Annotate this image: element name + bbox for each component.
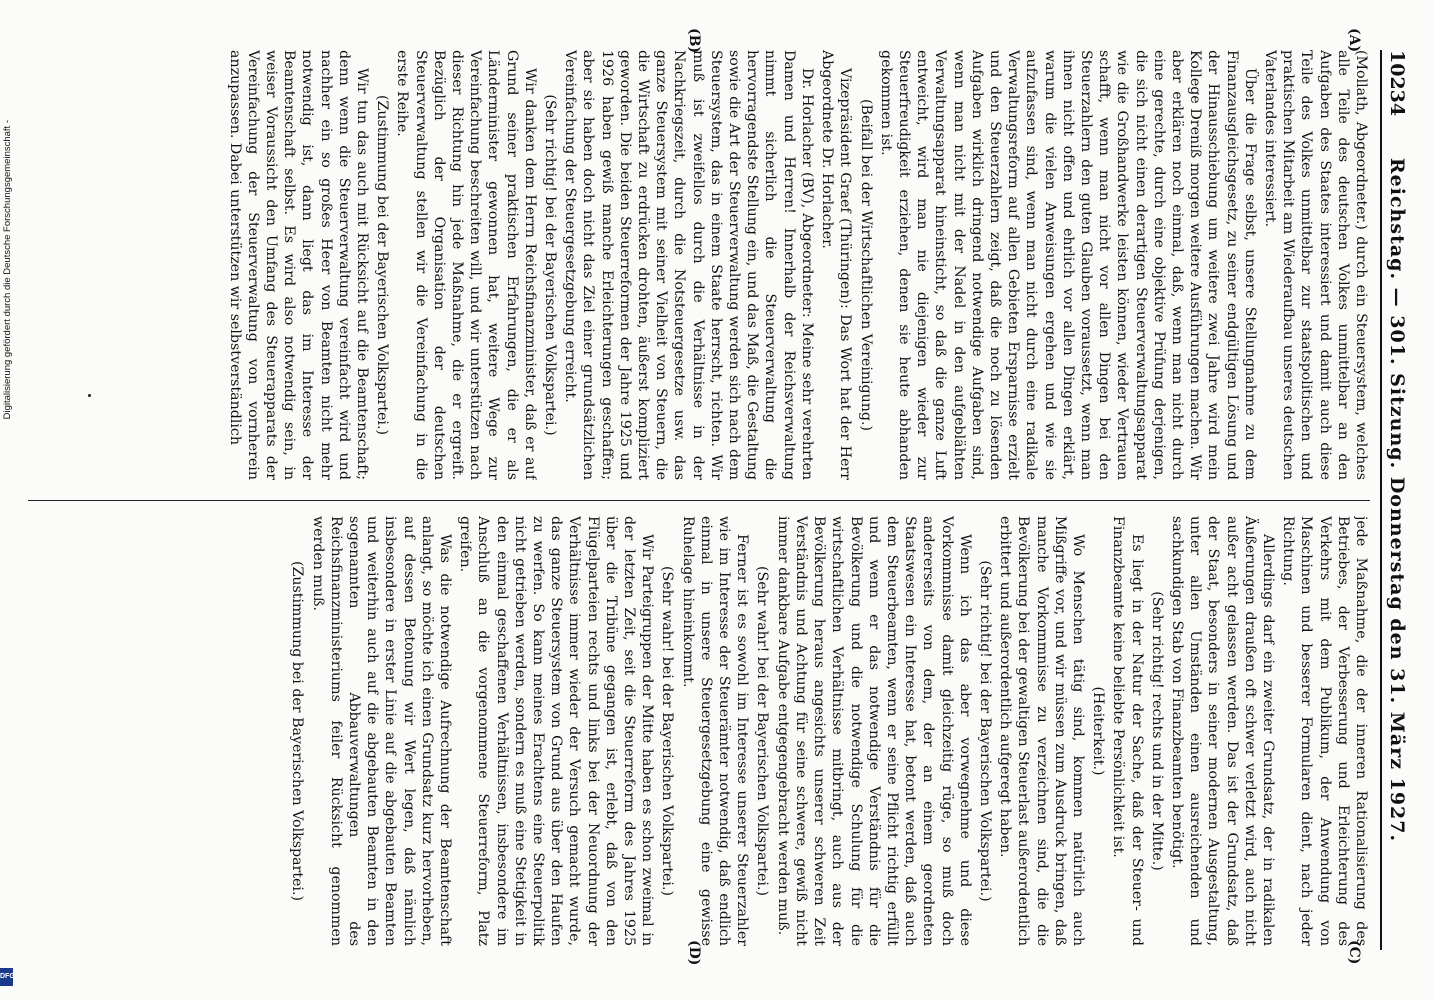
paragraph: Ferner ist es sowohl im Interesse unserer Steuerzahler wie im Interesse der Steuerämter notwendig, daß endlich einmal in unsere Steuergesetzgebung eine gewisse Ruhelage hineinkommt. <box>679 516 751 946</box>
dfg-logo: DFG <box>0 968 13 986</box>
reaction: (Sehr wahr! bei der Bayerischen Volkspartei.) <box>659 565 676 897</box>
reaction: (Sehr richtig! bei der Bayerischen Volkspartei.) <box>976 560 993 902</box>
paragraph: Allerdings darf ein zweiter Grundsatz, der in radikalen Äußerungen draußen oft schwer verletzt wird, auch nicht außer acht gelassen werden. Das ist der Grundsatz, daß der Staat, besonders in seiner modernen Ausgestaltung, unter allen Umständen einen ausreichenden und sachkundigen Stab von Finanzbeamten benötigt. <box>1168 516 1276 946</box>
reaction: (Sehr richtig! rechts und in der Mitte.) <box>1148 591 1165 871</box>
paragraph: Wir Parteigruppen der Mitte haben es schon zweimal in der letzten Zeit, seit die Steuerreform des Jahres 1925 über die Tribüne gegangen ist, erlebt, daß von den Flügelparteien rechts und links bei der Neuordnung der Verhältnisse immer wieder der Versuch gemacht wurde, das ganze Steuersystem von Grund aus über den Haufen zu werfen. So kann meines Erachtens eine Steuerpolitik nicht getrieben werden, sondern es muß eine Stetigkeit in den einmal geschaffenen Verhältnissen, insbesondere im Anschluß an die vorgenommene Steuerreform, Platz greifen. <box>457 516 656 946</box>
paragraph: Dr. Horlacher (BV), Abgeordneter: Meine sehr verehrten Damen und Herren! Innerhalb der Reichsverwaltung nimmt sicherlich die Steuerverwaltung die hervorragendste Stellung ein, und das Maß, die Gestaltung sowie die Art der Steuerverwaltung werden sich nach dem Steuersystem, das in einem Staate herrscht, richten. Wir muß ist zweifellos durch die Verhältnisse in der Nachkriegszeit, durch die Notsteuergesetze usw. das ganze Steuersystem mit seiner Vielheit von Steuern, die die Wirtschaft zu erdrücken drohten, äußerst kompliziert geworden. Die beiden Steuerreformen der Jahre 1925 und 1926 haben gewiß manche Erleichterungen geschaffen; aber sie haben doch nicht das Ziel einer grundsätzlichen Vereinfachung der Steuergesetzgebung erreicht. <box>562 50 815 480</box>
left-column <box>28 50 1370 480</box>
page-title: Reichstag. — 301. Sitzung. Donnerstag den 31. März 1927. <box>1386 157 1408 843</box>
margin-letter-b: (B) <box>686 28 702 54</box>
reaction: (Beifall bei der Wirtschaftlichen Vereinigung.) <box>857 98 874 432</box>
rotated-document-page <box>12 20 1422 980</box>
paragraph: Wo Menschen tätig sind, kommen natürlich auch Mißgriffe vor, und wir müssen zum Ausdruck bringen, daß manche Vorkommnisse zu verzeichnen sind, die die Bevölkerung bei der gewaltigen Steuerlast außerordentlich erbittert und außerordentlich aufgeregt haben. <box>997 516 1086 946</box>
column-divider <box>28 500 1370 501</box>
page-number: 10234 <box>1386 50 1408 117</box>
reaction: (Zustimmung bei der Bayerischen Volkspartei.) <box>289 560 306 902</box>
paragraph: Wir danken dem Herrn Reichsfinanzminister, daß er auf Grund seiner praktischen Erfahrungen, die er als Länderminister gewonnen hat, weitere Wege zur Vereinfachung beschreiten will, und wir unterstützen nach dieser Richtung hin jede Maßnahme, die er ergreift. Bezüglich der Organisation der deutschen Steuerverwaltung stellen wir die Vereinfachung in die erste Reihe. <box>394 50 538 480</box>
paragraph: Was die notwendige Aufrechnung der Beamtenschaft anlangt, so möchte ich einen Grundsatz kurz hervorheben, auf dessen Betonung wir Wert legen, daß nämlich insbesondere in erster Linie auf die abgebauten Beamten und weiterhin auch auf die abgebauten Beamten in den sogenannten Abbauverwaltungen des Reichsfinanzministeriums feiler Rücksicht genommen werden muß. <box>309 516 454 946</box>
reaction: (Sehr wahr! bei der Bayerischen Volkspartei.) <box>754 565 771 897</box>
credit-text: Digitalisierung gefördert durch die Deutsche Forschungsgemeinschaft - <box>2 120 13 420</box>
page-header <box>1380 50 1408 950</box>
reaction: (Sehr richtig! bei der Bayerischen Volkspartei.) <box>542 94 559 436</box>
margin-letter-a: (A) <box>1346 28 1362 53</box>
paragraph: Über die Frage selbst, unsere Stellungnahme zu dem Finanzausgleichsgesetz, zu seiner endgültigen Lösung und der Hinausschiebung um weitere zwei Jahre wird mein Kollege Dreniß morgen weitere Ausführungen machen. Wir aber erklären noch einmal, daß, wenn man nicht durch eine gerechte, durch eine objektive Prüfung derjenigen, die sich nicht einen derartigen Steuerverwaltungsapparat wie die Großhandwerke leisten können, wieder Vertrauen schafft, wenn man nicht vor allen Dingen bei den Steuerzahlern den guten Glauben voraussetzt, wenn man ihnen nicht offen und ehrlich vor allen Dingen erklärt, warum die vielen Anweisungen ergehen und wie sie aufzufassen sind, wenn man nicht durch eine radikale Verwaltungsreform auf allen Gebieten Ersparnisse erzielt und den Steuerzahlern zeigt, daß die noch zu lösenden Aufgaben wirklich dringend notwendige Aufgaben sind, wenn man nicht mit der Nadel in den aufgeblähten Verwaltungsapparat hineinsticht, so daß die ganze Luft entweicht, wird man nie diejenigen wieder zur Steuerfreudigkeit erziehen, denen sie heute abhanden gekommen ist. <box>877 50 1258 480</box>
paragraph: (Mollath, Abgeordneter.) durch ein Steuersystem, welches alle Teile des deutschen Volkes unmittelbar an den Aufgaben des Staates interessiert und damit auch diese Teile des Volkes unmittelbar zur staatspolitischen und praktischen Mitarbeit am Wiederaufbau unseres deutschen Vaterlandes interessiert. <box>1261 50 1369 480</box>
reaction: (Zustimmung bei der Bayerischen Volkspartei.) <box>374 94 391 436</box>
paragraph: jede Maßnahme, die der inneren Rationalisierung des Betriebes, der Verbesserung und Erleichterung des Verkehrs mit dem Publikum, der Anwendung von Maschinen und besserer Formularen dient, nach jeder Richtung. <box>1280 516 1369 946</box>
paragraph: Wenn ich das aber vorwegnehme und diese Vorkommnisse damit gleichzeitig rüge, so muß doch andererseits von dem, der an einem geordneten Staatswesen ein Interesse hat, betont werden, daß auch dem Steuerbeamten, wenn er seine Pflicht richtig erfüllt und wenn er das notwendige Verständnis für die Bevölkerung und die notwendige Schulung für die wirtschaftlichen Verhältnisse mitbringt, auch aus der Bevölkerung heraus angesichts unserer schweren Zeit Verständnis und Achtung für seine schwere, gewiß nicht immer dankbare Aufgabe entgegengebracht werden muß. <box>774 516 973 946</box>
margin-letter-d: (D) <box>686 940 702 966</box>
margin-letter-c: (C) <box>1346 940 1362 965</box>
right-column <box>28 516 1370 946</box>
reaction: (Heiterkeit.) <box>1090 686 1107 776</box>
paragraph: Es liegt in der Natur der Sache, daß der Steuer- und Finanzbeamte keine beliebte Persönlichkeit ist. <box>1110 516 1145 946</box>
paragraph: Wir tun das auch mit Rücksicht auf die Beamtenschaft; denn wenn die Steuerverwaltung vereinfacht wird und nachher ein so großes Heer von Beamten nicht mehr notwendig ist, dann liegt das im Interesse der Beamtenschaft selbst. Es wird also notwendig sein, in weiser Voraussicht den Umfang des Steuerapparats der Vereinfachung der Steuerverwaltung von vornherein anzupassen. Dabei unterstützen wir selbstverständlich <box>226 50 371 480</box>
paragraph: Vizepräsident Graef (Thüringen): Das Wort hat der Herr Abgeordnete Dr. Horlacher. <box>819 50 854 480</box>
